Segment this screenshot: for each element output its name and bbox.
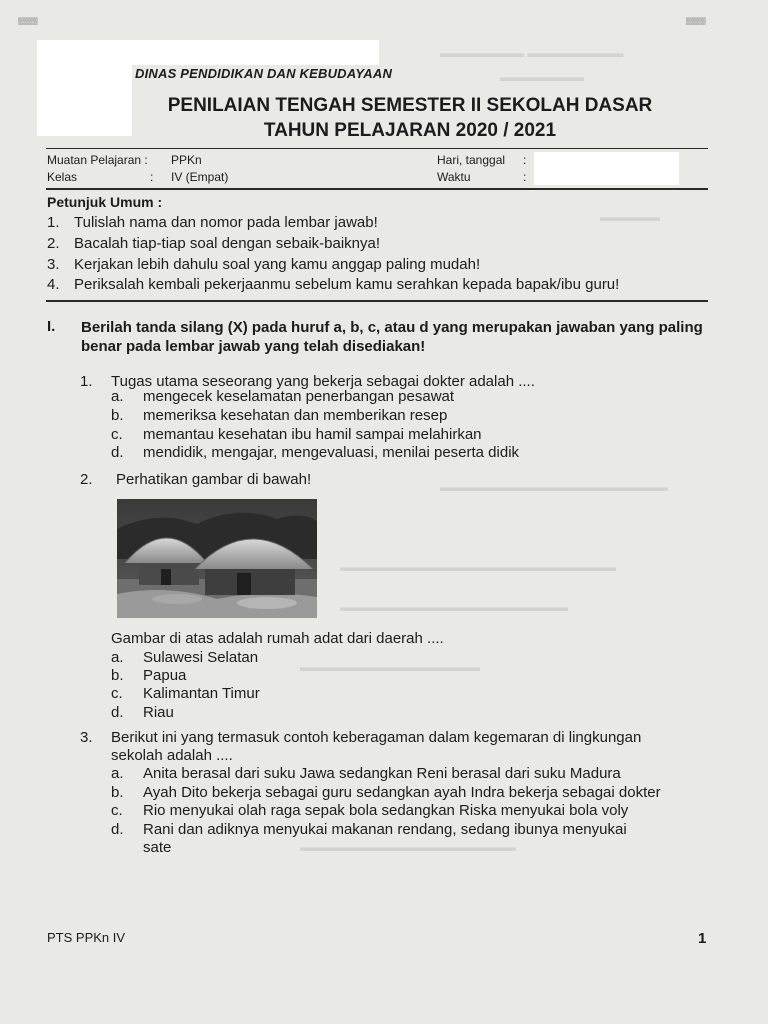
question-1-option-c: c. memantau kesehatan ibu hamil sampai melahirkan — [111, 426, 482, 443]
instruction-item: 2. Bacalah tiap-tiap soal dengan sebaik-baiknya! — [47, 235, 381, 252]
bleed-through: ▬▬▬▬▬▬▬▬▬▬▬▬▬▬▬▬▬▬▬▬▬▬▬ — [340, 560, 616, 574]
agency-name: DINAS PENDIDIKAN DAN KEBUDAYAAN — [135, 66, 393, 81]
bleed-through: ▬▬▬▬▬▬▬ ▬▬▬▬▬▬▬▬ — [440, 46, 624, 60]
section-divider — [46, 300, 708, 302]
day-label: Hari, tanggal — [437, 153, 506, 167]
bleed-through: ▬▬▬▬▬▬▬▬▬▬▬▬▬▬▬▬▬▬▬ — [340, 600, 568, 614]
exam-title: PENILAIAN TENGAH SEMESTER II SEKOLAH DASAR — [167, 95, 653, 116]
corner-mark-left: ▒▒▒▒ — [18, 18, 38, 25]
page-number: 1 — [698, 930, 707, 947]
question-2-option-c: c. Kalimantan Timur — [111, 685, 260, 702]
question-3-option-c: c. Rio menyukai olah raga sepak bola sedangkan Riska menyukai bola voly — [111, 802, 629, 819]
subject-value: PPKn — [171, 153, 202, 167]
bleed-through: ▬▬▬▬▬▬▬▬▬▬▬▬▬▬▬▬▬▬ — [300, 840, 516, 854]
section-instruction: Berilah tanda silang (X) pada huruf a, b, c, atau d yang merupakan jawaban yang paling benar pada lembar jawab yang telah disediakan! — [81, 319, 703, 355]
redaction-block-top — [132, 40, 379, 65]
question-2-option-d: d. Riau — [111, 704, 174, 721]
subject-label: Muatan Pelajaran : — [47, 153, 148, 167]
question-3-number: 3. — [80, 729, 93, 746]
info-divider — [46, 188, 708, 190]
instruction-item: 4. Periksalah kembali pekerjaanmu sebelum kamu serahkan kepada bapak/ibu guru! — [47, 276, 620, 293]
question-2-text: Perhatikan gambar di bawah! — [116, 471, 312, 488]
time-label: Waktu — [437, 170, 471, 184]
instructions-title: Petunjuk Umum : — [47, 194, 163, 210]
question-2-follow-up: Gambar di atas adalah rumah adat dari daerah .... — [111, 630, 444, 647]
question-3-text: Berikut ini yang termasuk contoh keberagaman dalam kegemaran di lingkungan — [111, 729, 642, 746]
question-1-option-d: d. mendidik, mengajar, mengevaluasi, menilai peserta didik — [111, 444, 520, 461]
time-colon: : — [523, 170, 527, 184]
class-value: IV (Empat) — [171, 170, 229, 184]
bleed-through: ▬▬▬▬▬▬▬▬▬▬▬▬▬▬▬▬▬▬▬ — [440, 480, 668, 494]
traditional-house-photo — [117, 499, 317, 618]
question-1-text: Tugas utama seseorang yang bekerja sebagai dokter adalah .... — [111, 373, 535, 390]
footer-label: PTS PPKn IV — [47, 930, 126, 945]
class-colon: : — [150, 170, 154, 184]
class-label: Kelas — [47, 170, 78, 184]
section-number: I. — [47, 318, 56, 335]
redaction-block-date — [534, 152, 679, 185]
question-3-text-cont: sekolah adalah .... — [111, 747, 233, 764]
question-3-option-a: a. Anita berasal dari suku Jawa sedangkan Reni berasal dari suku Madura — [111, 765, 621, 782]
question-1-option-b: b. memeriksa kesehatan dan memberikan resep — [111, 407, 448, 424]
exam-year: TAHUN PELAJARAN 2020 / 2021 — [263, 120, 557, 141]
bleed-through: ▬▬▬▬▬ — [600, 210, 660, 224]
question-3-option-d: d. Rani dan adiknya menyukai makanan rendang, sedang ibunya menyukai — [111, 821, 627, 838]
corner-mark-right: ▒▒▒▒ — [686, 18, 706, 25]
question-2-option-a: a. Sulawesi Selatan — [111, 649, 259, 666]
question-3-option-b: b. Ayah Dito bekerja sebagai guru sedangkan ayah Indra bekerja sebagai dokter — [111, 784, 661, 801]
question-2-number: 2. — [80, 471, 93, 488]
header-divider — [46, 148, 708, 149]
instruction-item: 3. Kerjakan lebih dahulu soal yang kamu anggap paling mudah! — [47, 256, 481, 273]
bleed-through: ▬▬▬▬▬▬▬ — [500, 70, 584, 84]
question-1-number: 1. — [80, 373, 93, 390]
question-3-option-d-cont: sate — [143, 839, 172, 856]
day-colon: : — [523, 153, 527, 167]
instruction-item: 1. Tulislah nama dan nomor pada lembar jawab! — [47, 214, 378, 231]
question-2-option-b: b. Papua — [111, 667, 187, 684]
bleed-through: ▬▬▬▬▬▬▬▬▬▬▬▬▬▬▬ — [300, 660, 480, 674]
question-1-option-a: a. mengecek keselamatan penerbangan pesawat — [111, 388, 455, 405]
